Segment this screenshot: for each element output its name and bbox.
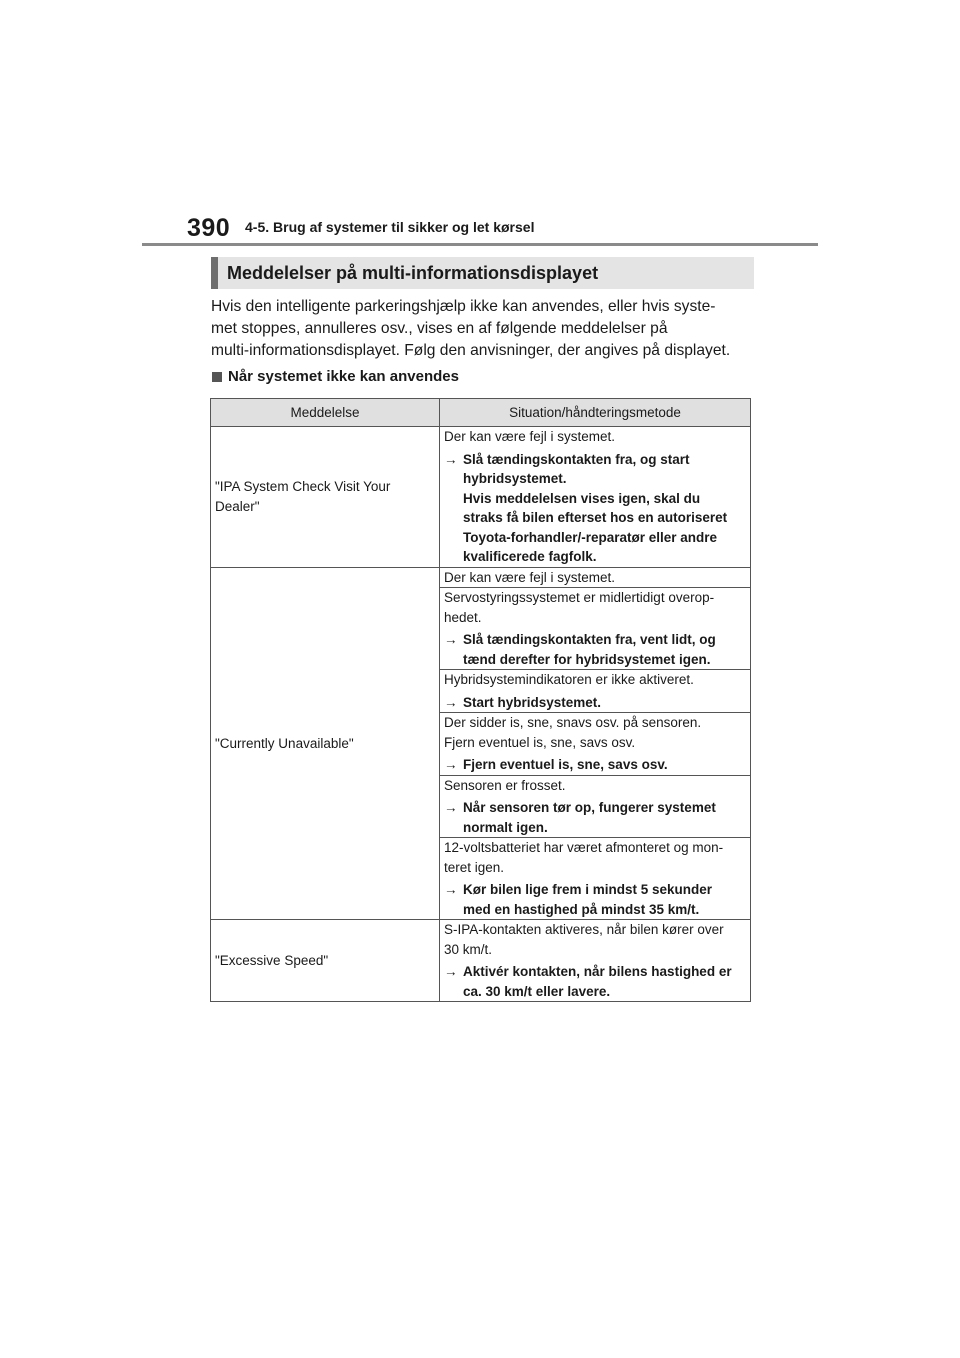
- action-step: [444, 755, 746, 775]
- situation-text: Der kan være fejl i systemet.: [444, 569, 616, 585]
- action-step: [444, 630, 746, 669]
- action-text: Når sensoren tør op, fungerer systemet normalt igen.: [463, 800, 716, 835]
- situation-cell: [440, 567, 751, 588]
- action-step: [444, 962, 746, 1001]
- subheading-text: Når systemet ikke kan anvendes: [228, 368, 459, 385]
- situation-text: Der kan være fejl i systemet.: [444, 429, 616, 444]
- intro-line: met stoppes, annulleres osv., vises en af følgende meddelelser på: [211, 320, 668, 337]
- arrow-right-icon: →: [444, 632, 458, 647]
- intro-paragraph: [211, 296, 756, 362]
- arrow-right-icon: →: [444, 694, 458, 710]
- situation-text: Hybridsystemindikatoren er ikke aktiveret.: [444, 672, 694, 687]
- situation-text: S-IPA-kontakten aktiveres, når bilen kører over 30 km/t.: [444, 922, 724, 957]
- arrow-right-icon: →: [444, 800, 458, 815]
- situation-cell: [440, 775, 751, 838]
- situation-text: Servostyringssystemet er midlertidigt overop- hedet.: [444, 590, 715, 625]
- running-header: 4-5. Brug af systemer til sikker og let kørsel: [245, 219, 535, 235]
- table-body: [211, 427, 751, 1002]
- action-step: [444, 798, 746, 837]
- action-text: Kør bilen lige frem i mindst 5 sekunder med en hastighed på mindst 35 km/t.: [463, 882, 713, 917]
- subheading: [212, 368, 459, 385]
- situation-text: Sensoren er frosset.: [444, 777, 566, 793]
- table-row: [211, 427, 751, 568]
- action-step: [444, 693, 746, 713]
- message-table: [210, 398, 751, 1002]
- intro-line: multi-informationsdisplayet. Følg den anvisninger, der angives på displayet.: [211, 342, 731, 359]
- action-text: Slå tændingskontakten fra, vent lidt, og tænd derefter for hybridsystemet igen.: [463, 632, 716, 667]
- message-cell: "IPA System Check Visit Your Dealer": [211, 427, 440, 568]
- section-heading-text: Meddelelser på multi-informationsdisplayet: [227, 262, 599, 283]
- action-step: [444, 450, 746, 567]
- table-row: [211, 567, 751, 588]
- column-header-message: Meddelelse: [211, 399, 440, 427]
- square-bullet-icon: [212, 372, 222, 382]
- action-text: Start hybridsystemet.: [463, 694, 602, 710]
- situation-cell: [440, 838, 751, 920]
- action-text: Fjern eventuel is, sne, savs osv.: [463, 757, 668, 772]
- situation-cell: [440, 588, 751, 670]
- situation-text: Der sidder is, sne, snavs osv. på sensoren. Fjern eventuel is, sne, savs osv.: [444, 715, 702, 750]
- situation-cell: [440, 670, 751, 713]
- action-step: [444, 880, 746, 919]
- page-number: 390: [187, 214, 231, 242]
- action-text: Aktivér kontakten, når bilens hastighed er ca. 30 km/t eller lavere.: [463, 964, 732, 999]
- arrow-right-icon: →: [444, 882, 458, 897]
- section-heading: [211, 257, 754, 289]
- arrow-right-icon: →: [444, 451, 458, 467]
- message-cell: "Excessive Speed": [211, 920, 440, 1002]
- situation-text: 12-voltsbatteriet har været afmonteret og mon- teret igen.: [444, 840, 724, 875]
- arrow-right-icon: →: [444, 757, 458, 772]
- situation-cell: [440, 920, 751, 1002]
- column-header-situation: Situation/håndteringsmetode: [440, 399, 751, 427]
- message-cell: "Currently Unavailable": [211, 567, 440, 920]
- arrow-right-icon: →: [444, 964, 458, 979]
- situation-cell: [440, 713, 751, 776]
- table-header-row: [211, 399, 751, 427]
- action-text: Slå tændingskontakten fra, og start hybridsystemet. Hvis meddelelsen vises igen, skal du straks få bilen efterset hos en autoriseret Toyota-forhandler/-reparatør eller andre kvalificerede fagfolk.: [463, 451, 728, 564]
- intro-line: Hvis den intelligente parkeringshjælp ikke kan anvendes, eller hvis syste-: [211, 298, 716, 315]
- situation-cell: [440, 427, 751, 568]
- header-divider: [142, 243, 818, 246]
- table-row: [211, 920, 751, 1002]
